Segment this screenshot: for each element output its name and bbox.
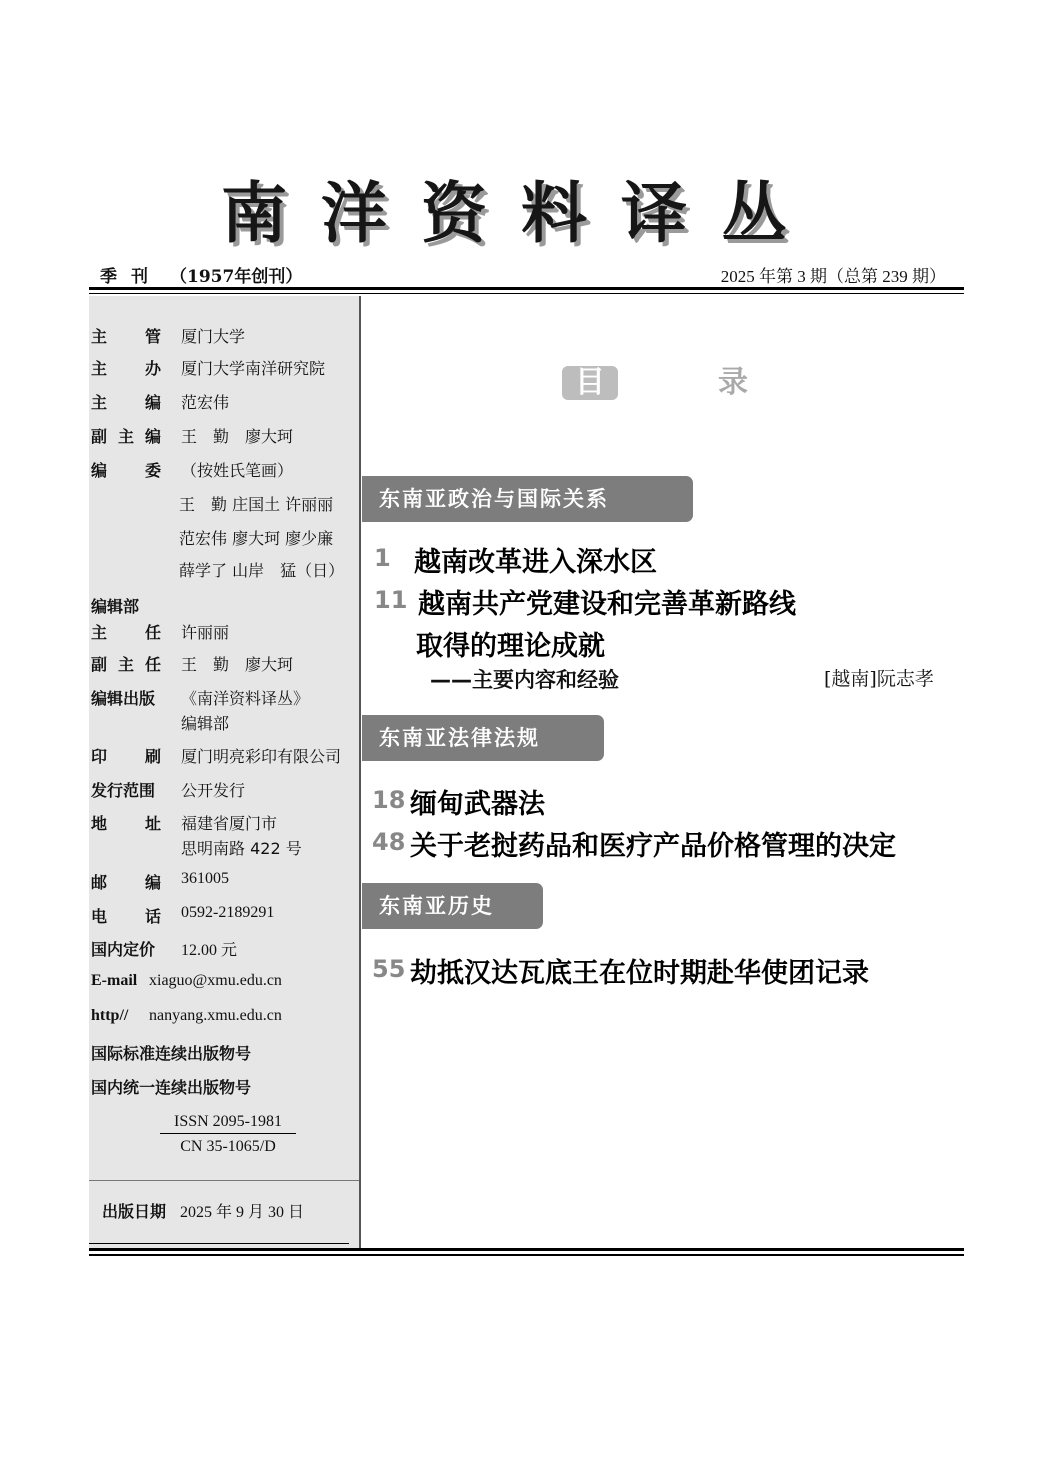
entry-page: 55 <box>372 955 406 983</box>
web-value[interactable]: nanyang.xmu.edu.cn <box>149 1007 282 1024</box>
address-value-2: 思明南路 422 号 <box>181 839 302 858</box>
deputy-director-row <box>91 652 293 675</box>
issue-number: 2025 年第 3 期（总第 239 期） <box>720 267 946 286</box>
top-rule-thin <box>89 293 964 294</box>
label-char: 邮 <box>91 873 108 892</box>
deputy-director-label <box>91 652 161 675</box>
entry-title[interactable]: 关于老挝药品和医疗产品价格管理的决定 <box>410 831 896 862</box>
column-divider <box>359 296 361 1249</box>
distribution-label: 发行范围 <box>91 781 156 800</box>
email-row <box>91 972 282 990</box>
email-label: E-mail <box>91 972 138 989</box>
entry-page: 1 <box>374 544 391 572</box>
label-char: 主 <box>91 327 108 346</box>
frequency-line <box>100 262 302 287</box>
entry-title-cont[interactable]: 取得的理论成就 <box>416 631 605 662</box>
price-label: 国内定价 <box>91 940 156 959</box>
entry-page: 48 <box>372 828 406 856</box>
editor-row <box>91 390 229 413</box>
publisher-row <box>91 686 309 709</box>
label-char: 电 <box>91 907 108 926</box>
section-politics: 东南亚政治与国际关系 <box>362 476 693 522</box>
label-char: 副 <box>91 655 108 674</box>
label-char: 编 <box>144 873 161 892</box>
director-row <box>91 620 229 643</box>
board-note: （按姓氏笔画） <box>181 463 294 480</box>
postcode-label <box>91 870 161 893</box>
supervisor-value: 厦门大学 <box>181 327 246 346</box>
entry-page: 11 <box>374 586 408 614</box>
issn-number: ISSN 2095-1981 <box>173 1113 282 1130</box>
sponsor-row <box>91 356 325 379</box>
journal-title: 南洋资料译丛 <box>221 175 821 252</box>
label-char: 任 <box>144 623 161 642</box>
dept-label: 编辑部 <box>91 597 140 616</box>
cn-number: CN 35-1065/D <box>180 1138 276 1155</box>
deputy-editor-row <box>91 424 293 447</box>
director-label <box>91 620 161 643</box>
entry-title[interactable]: 越南共产党建设和完善革新路线 <box>418 589 796 620</box>
address-value-1: 福建省厦门市 <box>181 814 278 833</box>
label-char: 办 <box>144 359 161 378</box>
phone-value: 0592-2189291 <box>181 904 275 921</box>
address-row <box>91 811 277 834</box>
pub-date-value: 2025 年 9 月 30 日 <box>180 1204 305 1221</box>
board-line-3: 薛学了 山岸 猛（日） <box>179 561 345 580</box>
distribution-value: 公开发行 <box>181 781 246 800</box>
email-value[interactable]: xiaguo@xmu.edu.cn <box>149 972 282 989</box>
supervisor-label <box>91 324 161 347</box>
price-value: 12.00 元 <box>181 942 238 959</box>
entry-page: 18 <box>372 786 406 814</box>
address-label <box>91 811 161 834</box>
label-char: 编 <box>144 393 161 412</box>
toc-heading-2: 录 <box>718 365 748 400</box>
printer-label <box>91 744 161 767</box>
phone-label <box>91 904 161 927</box>
publisher-value-2: 编辑部 <box>181 714 230 733</box>
bottom-rule-thin <box>89 1254 964 1256</box>
frequency: 季刊 <box>100 267 162 287</box>
publisher-label: 编辑出版 <box>91 689 156 708</box>
sidebar-divider <box>89 1180 359 1181</box>
issn-label: 国际标准连续出版物号 <box>91 1044 252 1063</box>
label-char: 委 <box>144 461 161 480</box>
board-line-2: 范宏伟 廖大珂 廖少廉 <box>179 529 334 548</box>
label-char: 主 <box>117 427 134 446</box>
label-char: 刷 <box>144 747 161 766</box>
label-char: 话 <box>144 907 161 926</box>
entry-title[interactable]: 缅甸武器法 <box>410 789 545 820</box>
label-char: 址 <box>144 814 161 833</box>
label-char: 地 <box>91 814 108 833</box>
web-row <box>91 1007 282 1025</box>
issn-divider <box>160 1133 296 1134</box>
deputy-editor-label <box>91 424 161 447</box>
distribution-row <box>91 778 245 801</box>
entry-title[interactable]: 劫抵汉达瓦底王在位时期赴华使团记录 <box>410 958 869 989</box>
sponsor-value: 厦门大学南洋研究院 <box>181 359 326 378</box>
board-line-1: 王 勤 庄国土 许丽丽 <box>179 495 334 514</box>
phone-row <box>91 904 274 927</box>
publisher-value-1: 《南洋资料译丛》 <box>181 689 310 708</box>
postcode-row <box>91 870 229 893</box>
bottom-rule-thick <box>89 1248 964 1251</box>
label-char: 主 <box>91 359 108 378</box>
label-char: 编 <box>91 461 108 480</box>
printer-row <box>91 744 341 767</box>
editor-label <box>91 390 161 413</box>
editor-value: 范宏伟 <box>181 393 230 412</box>
sponsor-label <box>91 356 161 379</box>
label-char: 编 <box>144 427 161 446</box>
label-char: 印 <box>91 747 108 766</box>
label-char: 主 <box>91 623 108 642</box>
top-rule-thick <box>89 287 964 290</box>
section-history: 东南亚历史 <box>362 883 543 929</box>
label-char: 主 <box>117 655 134 674</box>
deputy-editor-value: 王 勤 廖大珂 <box>181 427 294 446</box>
section-law: 东南亚法律法规 <box>362 715 604 761</box>
board-row <box>91 458 293 481</box>
entry-title[interactable]: 越南改革进入深水区 <box>414 547 657 578</box>
pub-date-underline <box>89 1243 349 1244</box>
printer-value: 厦门明亮彩印有限公司 <box>181 747 342 766</box>
cn-label: 国内统一连续出版物号 <box>91 1078 252 1097</box>
pub-date-row <box>102 1199 304 1222</box>
price-row <box>91 937 237 960</box>
founded: （1957年创刊） <box>170 267 303 287</box>
pub-date-label: 出版日期 <box>102 1202 167 1221</box>
entry-subtitle: ——主要内容和经验 <box>430 668 619 692</box>
label-char: 管 <box>144 327 161 346</box>
postcode-value: 361005 <box>181 870 229 887</box>
toc-heading-1: 目 <box>562 366 618 400</box>
board-label <box>91 458 161 481</box>
label-char: 副 <box>91 427 108 446</box>
director-value: 许丽丽 <box>181 623 230 642</box>
label-char: 任 <box>144 655 161 674</box>
entry-author: [越南]阮志孝 <box>824 668 934 690</box>
supervisor-row <box>91 324 245 347</box>
web-label: http// <box>91 1007 129 1024</box>
label-char: 主 <box>91 393 108 412</box>
deputy-director-value: 王 勤 廖大珂 <box>181 655 294 674</box>
